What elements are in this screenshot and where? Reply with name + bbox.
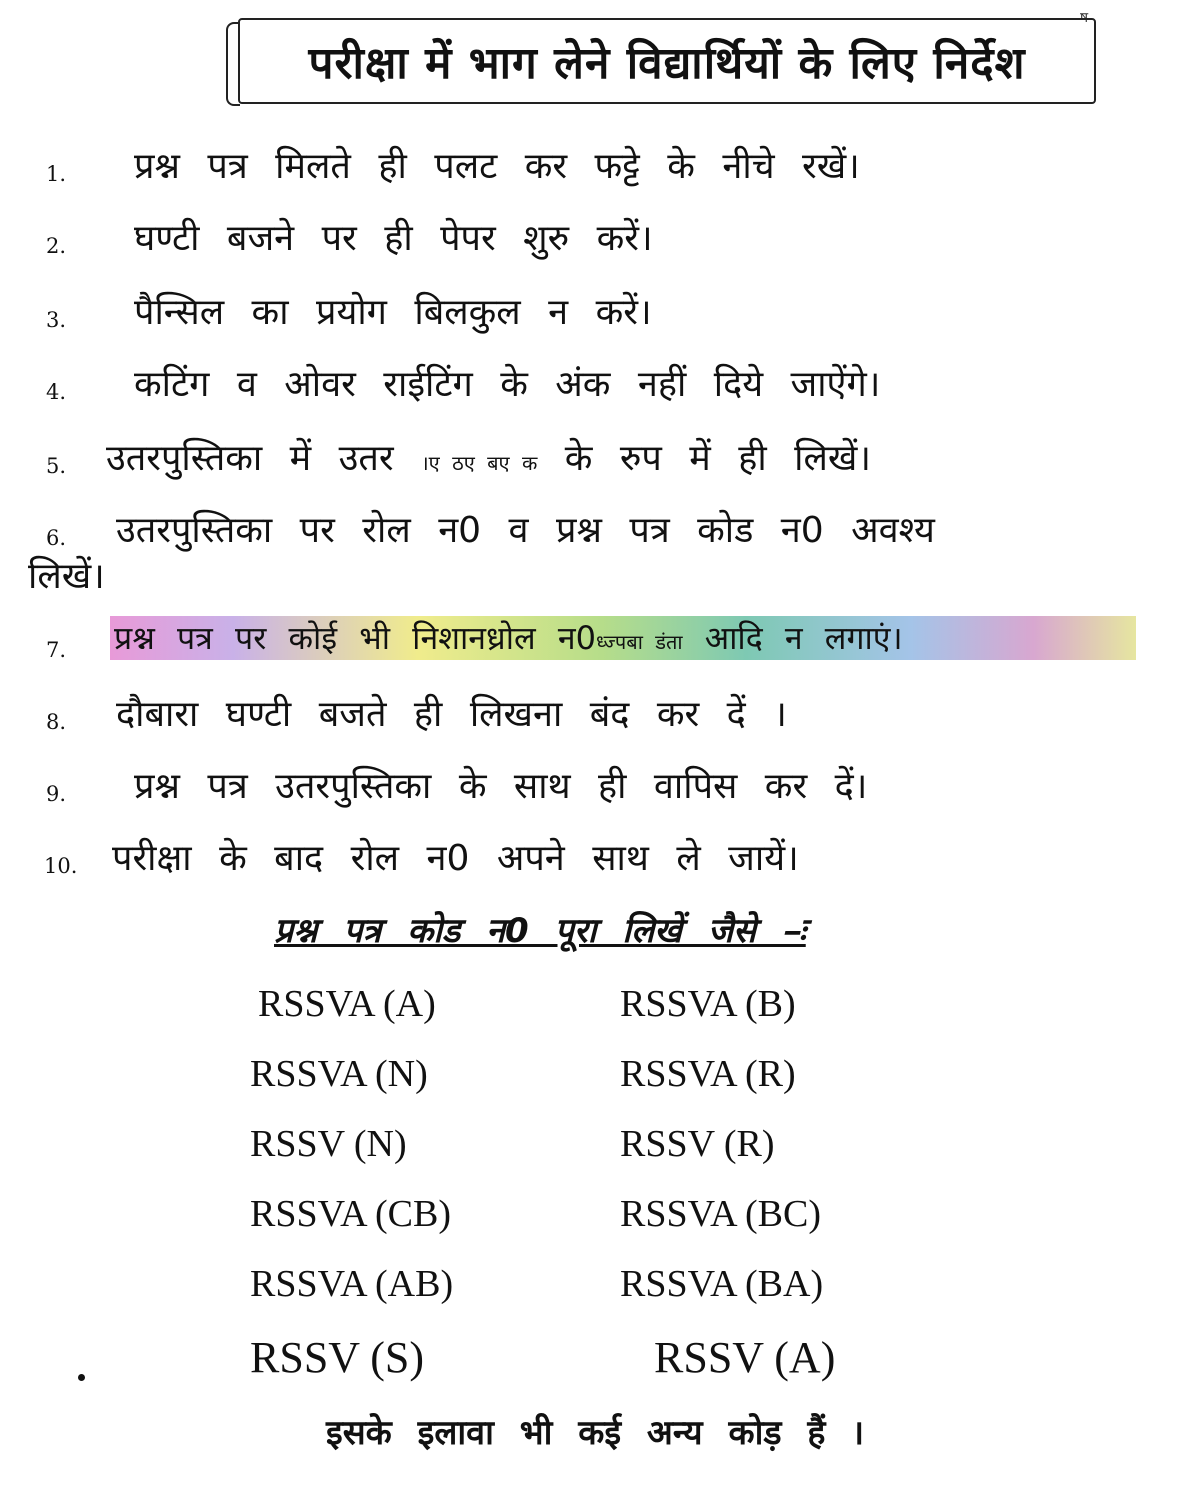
instruction-number: 6. <box>46 526 67 550</box>
instruction-text: प्रश्न पत्र मिलते ही पलट कर फट्टे के नीचे रखें। <box>134 146 860 187</box>
instruction-text <box>114 616 903 659</box>
code-right-5: RSSVA (BA) <box>620 1263 824 1305</box>
instruction-number: 1. <box>46 162 67 186</box>
instruction-text-part: आदि न लगाएं। <box>704 619 903 657</box>
instruction-3 <box>0 286 1188 346</box>
instruction-text: दौबारा घण्टी बजते ही लिखना बंद कर दें । <box>116 694 787 735</box>
instruction-7 <box>0 616 1188 676</box>
code-left-3: RSSV (N) <box>250 1123 407 1165</box>
ink-dot <box>78 1374 85 1381</box>
instruction-text-part: प्रश्न पत्र पर कोई भी निशानध्रोल न0 <box>114 619 596 657</box>
code-right-2: RSSVA (R) <box>620 1053 796 1095</box>
instruction-text <box>106 432 871 481</box>
instruction-8 <box>0 688 1188 748</box>
garbled-font-text: ध्ज्पबा डंता <box>595 630 683 654</box>
codes-heading: प्रश्न पत्र कोड न0 पूरा लिखें जैसे –ः <box>274 911 806 951</box>
code-left-2: RSSVA (N) <box>250 1053 428 1095</box>
instruction-2 <box>0 212 1188 272</box>
code-right-4: RSSVA (BC) <box>620 1193 822 1235</box>
instruction-number: 5. <box>46 454 67 478</box>
instruction-4 <box>0 358 1188 418</box>
instruction-text: कटिंग व ओवर राईटिंग के अंक नहीं दिये जाऐंगे। <box>134 364 881 405</box>
instruction-text-part: के रुप में ही लिखें। <box>564 438 871 479</box>
instruction-text-part: उतरपुस्तिका में उतर <box>106 438 394 479</box>
garbled-font-text: ।ए ठए बए क <box>421 451 538 475</box>
instruction-number: 4. <box>46 380 67 404</box>
instruction-10 <box>0 832 1188 892</box>
instruction-1 <box>0 140 1188 200</box>
instruction-text: प्रश्न पत्र उतरपुस्तिका के साथ ही वापिस कर दें। <box>134 766 868 807</box>
corner-mark: ष <box>1080 10 1089 26</box>
code-left-4: RSSVA (CB) <box>250 1193 452 1235</box>
instruction-text: पैन्सिल का प्रयोग बिलकुल न करें। <box>134 292 652 333</box>
code-right-3: RSSV (R) <box>620 1123 775 1165</box>
footer-note: इसके इलावा भी कई अन्य कोड़ हैं । <box>326 1413 865 1453</box>
instruction-text: उतरपुस्तिका पर रोल न0 व प्रश्न पत्र कोड न0 अवश्य <box>116 510 935 551</box>
instruction-number: 10. <box>44 854 78 878</box>
page-title: परीक्षा में भाग लेने विद्यार्थियों के लिए निर्देश <box>308 38 1026 89</box>
code-left-1: RSSVA (A) <box>258 983 436 1025</box>
instruction-text: घण्टी बजने पर ही पेपर शुरु करें। <box>134 218 653 259</box>
instruction-number: 7. <box>46 638 67 662</box>
instruction-5 <box>0 432 1188 492</box>
title-banner <box>238 18 1096 104</box>
code-right-1: RSSVA (B) <box>620 983 796 1025</box>
instruction-9 <box>0 760 1188 820</box>
code-right-6: RSSV (A) <box>654 1333 836 1382</box>
code-left-6: RSSV (S) <box>250 1333 425 1382</box>
instruction-number: 2. <box>46 234 67 258</box>
instruction-number: 9. <box>46 782 67 806</box>
instruction-text-continued: लिखें। <box>28 556 105 597</box>
instruction-number: 8. <box>46 710 67 734</box>
instruction-6 <box>0 504 1188 597</box>
instruction-text: परीक्षा के बाद रोल न0 अपने साथ ले जायें। <box>112 838 799 879</box>
code-left-5: RSSVA (AB) <box>250 1263 454 1305</box>
instruction-number: 3. <box>46 308 67 332</box>
